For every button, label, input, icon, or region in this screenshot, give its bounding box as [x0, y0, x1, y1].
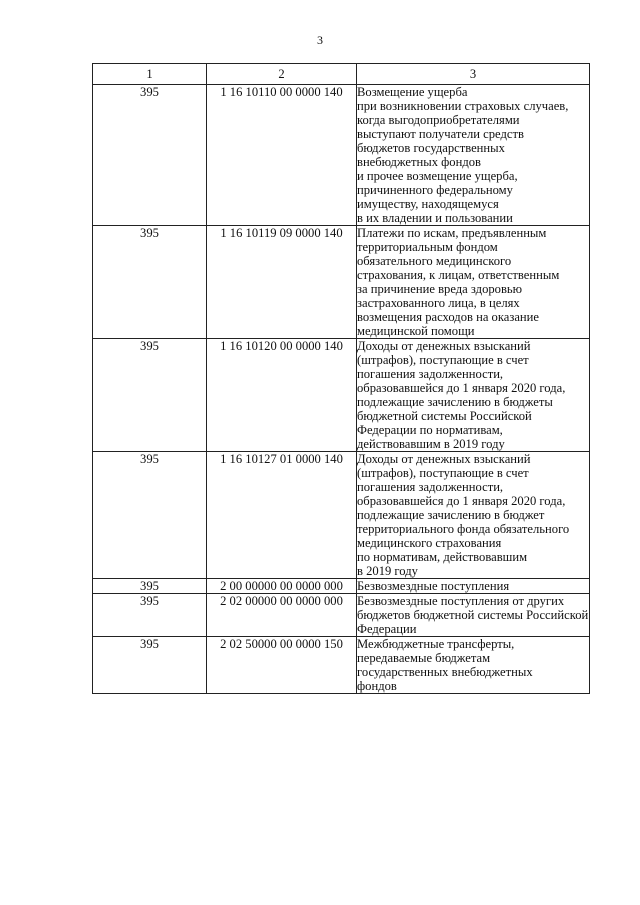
description-line: в их владении и пользовании — [357, 211, 513, 225]
description-line: территориальным фондом — [357, 240, 498, 254]
description-line: передаваемые бюджетам — [357, 651, 491, 665]
table-body — [93, 85, 590, 694]
description-line: фондов — [357, 679, 397, 693]
description-line: причиненного федеральному — [357, 183, 513, 197]
table-row — [93, 637, 590, 694]
description-cell — [357, 85, 590, 226]
description-line: государственных внебюджетных — [357, 665, 533, 679]
column-header-2: 2 — [207, 64, 357, 85]
table-row — [93, 85, 590, 226]
description-line: и прочее возмещение ущерба, — [357, 169, 518, 183]
table-header-row — [93, 64, 590, 85]
description-line: бюджетов бюджетной системы Российской — [357, 608, 589, 622]
description-line: в 2019 году — [357, 564, 418, 578]
description-line: бюджетов государственных — [357, 141, 505, 155]
description-cell — [357, 637, 590, 694]
table-row — [93, 452, 590, 579]
description-line: подлежащие зачислению в бюджет — [357, 508, 545, 522]
description-cell — [357, 226, 590, 339]
description-line: действовавшим в 2019 году — [357, 437, 505, 451]
description-line: застрахованного лица, в целях — [357, 296, 520, 310]
table-row — [93, 339, 590, 452]
description-line: по нормативам, действовавшим — [357, 550, 528, 564]
description-line: Безвозмездные поступления — [357, 579, 510, 593]
description-line: образовавшейся до 1 января 2020 года, — [357, 494, 566, 508]
description-line: за причинение вреда здоровью — [357, 282, 523, 296]
description-cell — [357, 339, 590, 452]
description-line: имуществу, находящемуся — [357, 197, 499, 211]
budget-classification-table — [92, 63, 590, 694]
description-line: образовавшейся до 1 января 2020 года, — [357, 381, 566, 395]
budget-code-cell: 1 16 10119 09 0000 140 — [207, 226, 357, 339]
description-line: (штрафов), поступающие в счет — [357, 466, 529, 480]
admin-code-cell: 395 — [93, 85, 207, 226]
description-cell — [357, 452, 590, 579]
column-header-1: 1 — [93, 64, 207, 85]
column-header-3: 3 — [357, 64, 590, 85]
description-line: бюджетной системы Российской — [357, 409, 532, 423]
admin-code-cell: 395 — [93, 579, 207, 594]
table-row — [93, 579, 590, 594]
description-line: Доходы от денежных взысканий — [357, 452, 531, 466]
description-line: Возмещение ущерба — [357, 85, 468, 99]
admin-code-cell: 395 — [93, 637, 207, 694]
admin-code-cell: 395 — [93, 339, 207, 452]
description-line: Федерации — [357, 622, 417, 636]
description-line: подлежащие зачислению в бюджеты — [357, 395, 553, 409]
description-line: возмещения расходов на оказание — [357, 310, 540, 324]
budget-code-cell: 1 16 10110 00 0000 140 — [207, 85, 357, 226]
page-number: 3 — [317, 33, 323, 47]
description-line: выступают получатели средств — [357, 127, 524, 141]
description-line: Межбюджетные трансферты, — [357, 637, 515, 651]
admin-code-cell: 395 — [93, 226, 207, 339]
description-cell — [357, 579, 590, 594]
description-line: территориального фонда обязательного — [357, 522, 570, 536]
admin-code-cell: 395 — [93, 594, 207, 637]
description-line: (штрафов), поступающие в счет — [357, 353, 529, 367]
description-line: медицинской помощи — [357, 324, 475, 338]
description-line: погашения задолженности, — [357, 367, 504, 381]
description-line: медицинского страхования — [357, 536, 502, 550]
table-row — [93, 226, 590, 339]
description-line: при возникновении страховых случаев, — [357, 99, 569, 113]
budget-code-cell: 2 02 00000 00 0000 000 — [207, 594, 357, 637]
description-line: Федерации по нормативам, — [357, 423, 503, 437]
budget-code-cell: 2 02 50000 00 0000 150 — [207, 637, 357, 694]
budget-code-cell: 1 16 10127 01 0000 140 — [207, 452, 357, 579]
description-line: Платежи по искам, предъявленным — [357, 226, 547, 240]
admin-code-cell: 395 — [93, 452, 207, 579]
description-line: Доходы от денежных взысканий — [357, 339, 531, 353]
description-line: Безвозмездные поступления от других — [357, 594, 565, 608]
description-line: обязательного медицинского — [357, 254, 512, 268]
description-line: погашения задолженности, — [357, 480, 504, 494]
description-line: внебюджетных фондов — [357, 155, 481, 169]
table-row — [93, 594, 590, 637]
description-cell — [357, 594, 590, 637]
description-line: страхования, к лицам, ответственным — [357, 268, 560, 282]
budget-code-cell: 2 00 00000 00 0000 000 — [207, 579, 357, 594]
budget-code-cell: 1 16 10120 00 0000 140 — [207, 339, 357, 452]
description-line: когда выгодоприобретателями — [357, 113, 520, 127]
